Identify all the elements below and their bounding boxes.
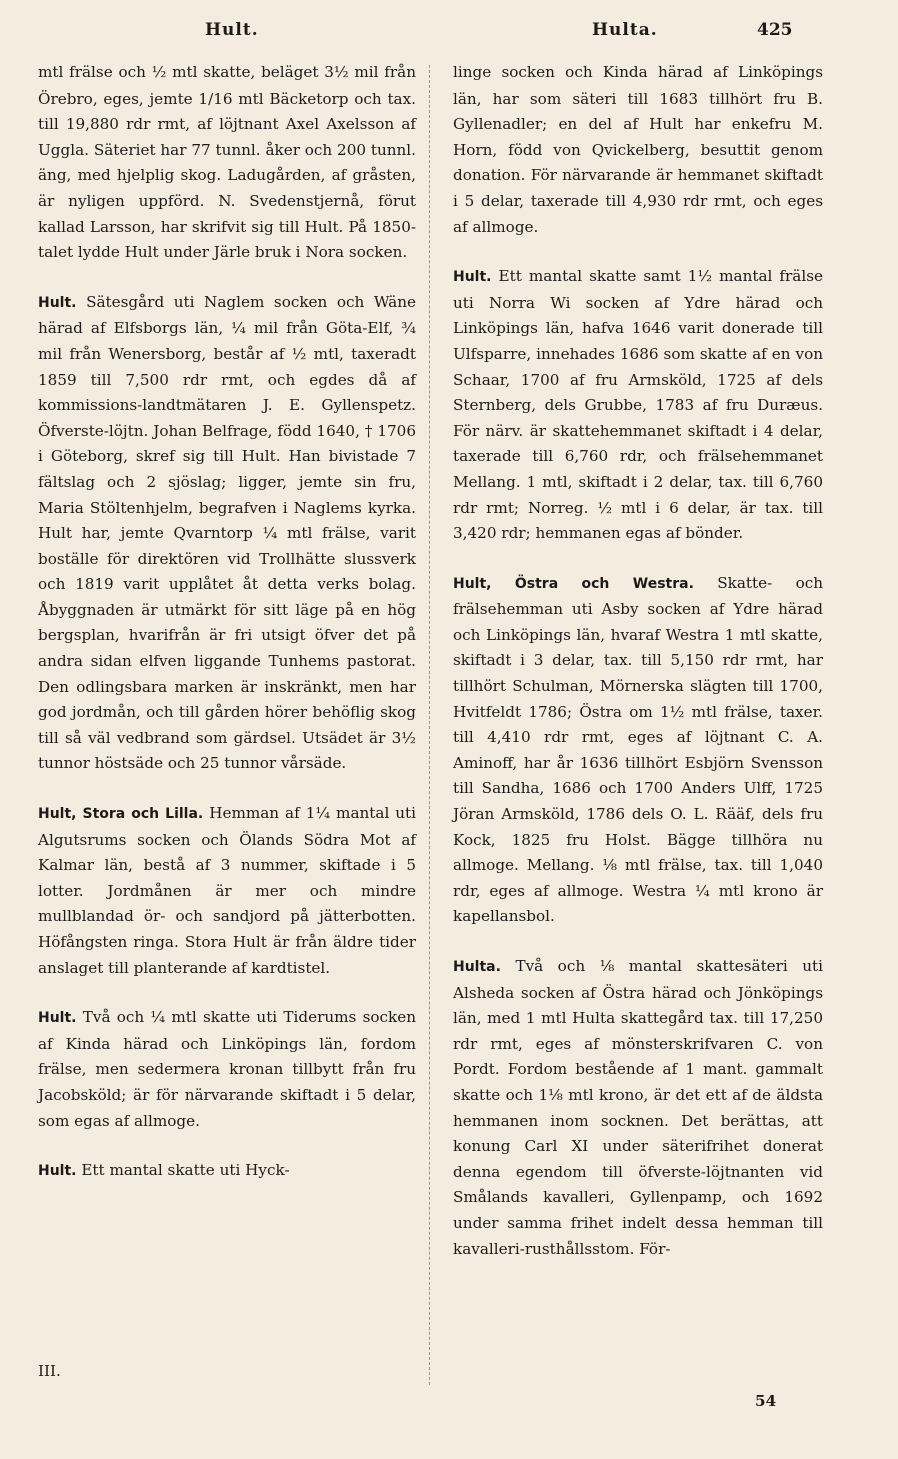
entry-term: Hulta. <box>453 959 501 975</box>
volume-marker: III. <box>38 1362 61 1380</box>
entry-text: Hemman af 1¼ mantal uti Algutsrums socken och Ölands Södra Mot af Kalmar län, bestå af 3 nummer, skiftade i 5 lotter. Jordmånen är mer och mindre mullblandad ör- och sandjord på jätterbotten. Höfångsten ringa. Stora Hult är från äldre tider anslaget till planterande af kardtistel. <box>38 804 417 977</box>
entry <box>38 801 416 981</box>
column-divider <box>429 65 431 1385</box>
right-column <box>453 60 823 1286</box>
entry <box>453 60 823 240</box>
entry-text: Ett mantal skatte uti Hyck- <box>81 1161 290 1180</box>
entry <box>38 60 416 266</box>
entry-text: mtl frälse och ½ mtl skatte, beläget 3½ mil från Örebro, eges, jemte 1/16 mtl Bäcketorp och tax. till 19,880 rdr rmt, af löjtnant Axel Axelsson af Uggla. Säteriet har 77 tunnl. åker och 200 tunnl. äng, med hjelplig skog. Ladugården, af gråsten, är nyligen uppförd. N. Svedenstjernå, förut kallad Larsson, har skrifvit sig till Hult. På 1850-talet lydde Hult under Järle bruk i Nora socken. <box>38 63 416 262</box>
entry-text: Ett mantal skatte samt 1½ mantal frälse uti Norra Wi socken af Ydre härad och Linköpings län, hafva 1646 varit donerade till Ulfsparre, innehades 1686 som skatte af en von Schaar, 1700 af fru Armsköld, 1725 af dels Sternberg, dels Grubbe, 1783 af fru Duræus. För närv. är skattehemmanet skiftadt i 4 delar, taxerade till 6,760 rdr, och frälsehemmanet Mellang. 1 mtl, skiftadt i 2 delar, tax. till 6,760 rdr rmt; Norreg. ½ mtl i 6 delar, är tax. till 3,420 rdr; hemmanen egas af bönder. <box>453 267 824 543</box>
entry-text: Två och ¼ mtl skatte uti Tiderums socken af Kinda härad och Linköpings län, fordom frälse, men sedermera kronan tillbytt från fru Jacobsköld; är för närvarande skiftadt i 5 delar, som egas af allmoge. <box>38 1008 416 1130</box>
entry <box>453 264 823 547</box>
entry <box>38 1005 416 1134</box>
entry-text: linge socken och Kinda härad af Linköpings län, har som säteri till 1683 tillhört fru B. Gyllenadler; en del af Hult har enkefru M. Horn, född von Qvickelberg, besuttit genom donation. För närvarande är hemmanet skiftadt i 5 delar, taxerade till 4,930 rdr rmt, och eges af allmoge. <box>453 63 823 236</box>
entry-term: Hult. <box>38 1010 77 1027</box>
entry <box>453 954 823 1262</box>
entry <box>453 571 823 930</box>
entry <box>38 1158 416 1185</box>
entry-text: Skatte- och frälsehemman uti Asby socken af Ydre härad och Linköpings län, hvaraf Westra 1 mtl skatte, skiftadt i 3 delar, tax. till 5,150 rdr rmt, har tillhört Schulman, Mörnerska slägten till 1700, Hvitfeldt 1786; Östra om 1½ mtl frälse, taxer. till 4,410 rdr rmt, eges af löjtnant C. A. Aminoff, har år 1636 tillhört Esbjörn Svensson till Sandha, 1686 och 1700 Anders Ulff, 1725 Jöran Armsköld, 1786 dels O. L. Rääf, dels fru Kock, 1825 fru Holst. Bägge tillhöra nu allmoge. Mellang. ⅛ mtl frälse, tax. till 1,040 rdr, eges af allmoge. Westra ¼ mtl krono är kapellansbol. <box>453 573 823 926</box>
entry-text: Två och ⅛ mantal skattesäteri uti Alsheda socken af Östra härad och Jönköpings län, med 1 mtl Hulta skattegård tax. till 17,250 rdr rmt, eges af mönsterskrifvaren C. von Pordt. Fordom bestående af 1 mant. gammalt skatte och 1⅛ mtl krono, är det ett af de äldsta hemmanen inom socknen. Det berättas, att konung Carl XI under säterifrihet donerat denna egendom till öfverste-löjtnanten vid Smålands kavalleri, Gyllenpamp, och 1692 under samma frihet indelt dessa hemman till kavalleri-rusthållsstom. För- <box>453 957 824 1258</box>
entry-term: Hult. <box>38 294 77 311</box>
entry-term: Hult, Östra och Westra. <box>453 575 694 592</box>
entry-text: Sätesgård uti Naglem socken och Wäne härad af Elfsborgs län, ¼ mil från Göta-Elf, ¾ mil från Wenersborg, består af ½ mtl, taxeradt 1859 till 7,500 rdr rmt, och egdes då af kommissions-landtmätaren J. E. Gyllenspetz. Öfverste-löjtn. Johan Belfrage, född 1640, † 1706 i Göteborg, skref sig till Hult. Han bivistade 7 fältslag och 2 sjöslag; ligger, jemte sin fru, Maria Stöltenhjelm, begrafven i Naglems kyrka. Hult har, jemte Qvarntorp ¼ mtl frälse, varit boställe för direktören vid Trollhätte slussverk och 1819 varit upplåtet åt detta verks bolag. Åbyggnaden är utmärkt för sitt läge på en hög bergsplan, hvarifrån är fri utsigt öfver det på andra sidan elfven liggande Tunhems pastorat. Den odlingsbara marken är inskränkt, men har god jordmån, och till gården hörer behöflig skog till så väl vedbrand som gärdsel. Utsädet är 3½ tunnor höstsäde och 25 tunnor vårsäde. <box>38 292 416 773</box>
left-column <box>38 60 416 1209</box>
entry-term: Hult, Stora och Lilla. <box>38 806 204 823</box>
entry <box>38 290 416 777</box>
entry-term: Hult. <box>38 1163 77 1180</box>
right-running-head: Hulta. <box>592 20 658 40</box>
left-running-head: Hult. <box>205 20 259 40</box>
running-header <box>0 20 898 48</box>
page-number: 425 <box>757 20 793 40</box>
signature-mark: 54 <box>755 1392 777 1410</box>
entry-term: Hult. <box>453 269 492 286</box>
